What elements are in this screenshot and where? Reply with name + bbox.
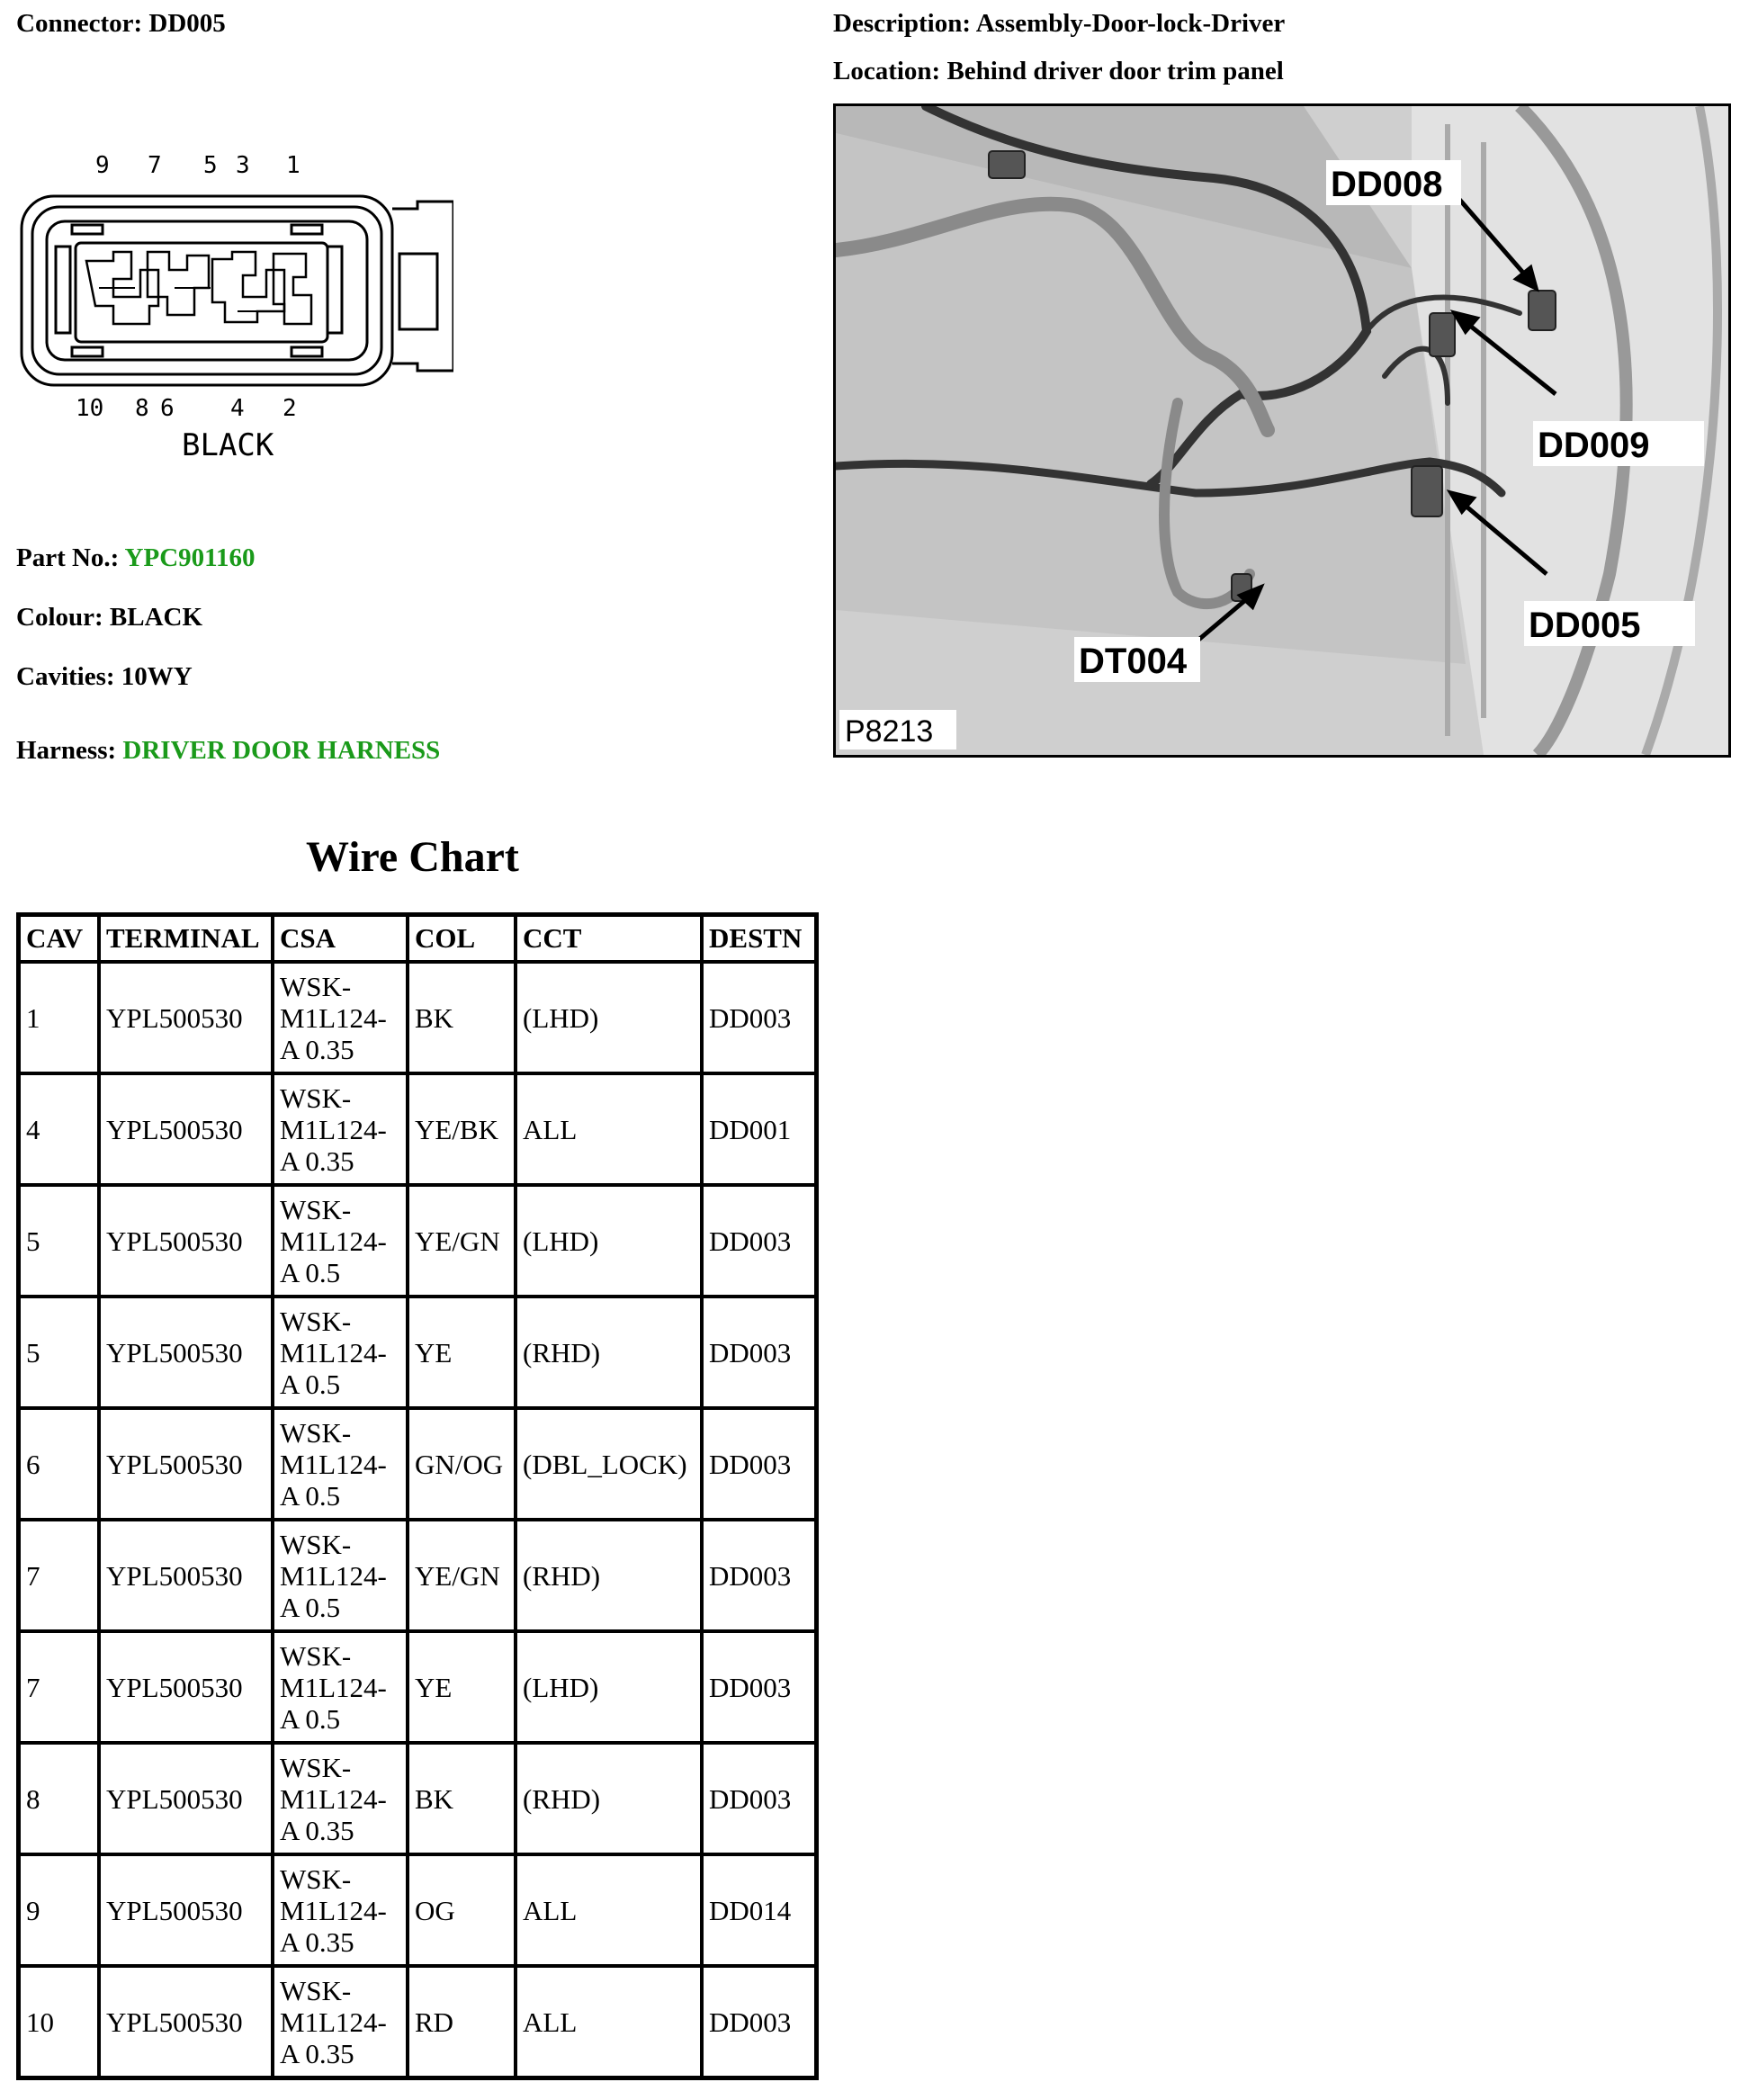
callout-label-dd005: DD005	[1529, 606, 1641, 645]
cell-col: YE/BK	[408, 1073, 516, 1185]
cell-terminal: YPL500530	[99, 1185, 273, 1297]
cell-cct: ALL	[516, 1966, 702, 2078]
cell-cct: ALL	[516, 1073, 702, 1185]
cell-destn: DD003	[702, 1185, 816, 1297]
cell-csa: WSK- M1L124- A 0.5	[273, 1185, 408, 1297]
table-row	[19, 1966, 816, 2078]
cell-cct: ALL	[516, 1854, 702, 1966]
pin-number: 6	[160, 395, 175, 422]
pin-number: 10	[76, 395, 104, 422]
connector-housing	[22, 196, 453, 385]
pin-number: 9	[95, 153, 110, 179]
location-photo	[833, 103, 1731, 758]
table-row	[19, 1408, 816, 1520]
cell-destn: DD001	[702, 1073, 816, 1185]
pin-number: 2	[283, 395, 297, 422]
wire-chart-title: Wire Chart	[306, 833, 519, 881]
table-row	[19, 1520, 816, 1631]
cell-col: GN/OG	[408, 1408, 516, 1520]
callout-label-dd008: DD008	[1331, 165, 1443, 204]
connector-field	[16, 9, 226, 39]
cell-cav: 6	[19, 1408, 99, 1520]
cell-col: YE/GN	[408, 1185, 516, 1297]
cell-col: YE/GN	[408, 1520, 516, 1631]
table-row	[19, 962, 816, 1073]
cell-cav: 1	[19, 962, 99, 1073]
table-row	[19, 1631, 816, 1743]
location-field	[833, 57, 1284, 86]
connector-value: DD005	[148, 9, 226, 38]
table-row	[19, 1743, 816, 1854]
cell-cct: (RHD)	[516, 1520, 702, 1631]
harness-label: Harness:	[16, 736, 117, 765]
connector-diagram	[13, 153, 453, 468]
cell-destn: DD003	[702, 962, 816, 1073]
figure-id: P8213	[845, 714, 934, 749]
cell-cav: 10	[19, 1966, 99, 2078]
column-header-destn: DESTN	[702, 915, 816, 962]
cell-cav: 7	[19, 1631, 99, 1743]
cell-terminal: YPL500530	[99, 1297, 273, 1408]
cell-cct: (LHD)	[516, 1185, 702, 1297]
wire-chart-table	[16, 912, 819, 2080]
cell-col: BK	[408, 962, 516, 1073]
cell-csa: WSK- M1L124- A 0.35	[273, 1073, 408, 1185]
location-value: Behind driver door trim panel	[946, 57, 1284, 85]
part-no-link[interactable]: YPC901160	[124, 543, 256, 572]
column-header-csa: CSA	[273, 915, 408, 962]
cell-destn: DD003	[702, 1297, 816, 1408]
cell-destn: DD003	[702, 1631, 816, 1743]
table-row	[19, 1073, 816, 1185]
colour-field	[16, 603, 202, 633]
pin-number: 5	[203, 153, 218, 179]
cell-csa: WSK- M1L124- A 0.5	[273, 1408, 408, 1520]
cell-cav: 9	[19, 1854, 99, 1966]
pin-number: 4	[230, 395, 245, 422]
cell-destn: DD003	[702, 1966, 816, 2078]
column-header-cct: CCT	[516, 915, 702, 962]
column-header-col: COL	[408, 915, 516, 962]
cell-col: BK	[408, 1743, 516, 1854]
cell-cct: (RHD)	[516, 1743, 702, 1854]
cell-cct: (DBL_LOCK)	[516, 1408, 702, 1520]
part-no-field	[16, 543, 256, 573]
part-no-label: Part No.:	[16, 543, 120, 572]
cell-terminal: YPL500530	[99, 1408, 273, 1520]
callout-label-dd009: DD009	[1538, 426, 1650, 465]
cell-terminal: YPL500530	[99, 1743, 273, 1854]
description-label: Description:	[833, 9, 972, 38]
cell-csa: WSK- M1L124- A 0.5	[273, 1297, 408, 1408]
location-label: Location:	[833, 57, 941, 85]
cell-destn: DD003	[702, 1743, 816, 1854]
cell-cav: 5	[19, 1185, 99, 1297]
cell-cav: 8	[19, 1743, 99, 1854]
harness-link[interactable]: DRIVER DOOR HARNESS	[122, 736, 441, 765]
cell-destn: DD003	[702, 1520, 816, 1631]
cavities-field	[16, 662, 193, 692]
cell-csa: WSK- M1L124- A 0.35	[273, 962, 408, 1073]
cell-csa: WSK- M1L124- A 0.35	[273, 1854, 408, 1966]
cell-cct: (LHD)	[516, 1631, 702, 1743]
harness-field	[16, 736, 440, 766]
cell-terminal: YPL500530	[99, 1520, 273, 1631]
cell-destn: DD003	[702, 1408, 816, 1520]
cell-csa: WSK- M1L124- A 0.5	[273, 1631, 408, 1743]
cell-cav: 5	[19, 1297, 99, 1408]
cell-terminal: YPL500530	[99, 1073, 273, 1185]
cell-terminal: YPL500530	[99, 1966, 273, 2078]
cell-terminal: YPL500530	[99, 1631, 273, 1743]
pin-number: 3	[236, 153, 250, 179]
table-row	[19, 1854, 816, 1966]
connector-colour-label: BLACK	[182, 427, 274, 463]
cell-cct: (RHD)	[516, 1297, 702, 1408]
colour-label: Colour:	[16, 603, 103, 632]
table-row	[19, 1185, 816, 1297]
cell-csa: WSK- M1L124- A 0.5	[273, 1520, 408, 1631]
cell-col: YE	[408, 1297, 516, 1408]
cell-col: OG	[408, 1854, 516, 1966]
table-row	[19, 1297, 816, 1408]
cell-destn: DD014	[702, 1854, 816, 1966]
callout-label-dt004: DT004	[1079, 642, 1188, 681]
cell-cct: (LHD)	[516, 962, 702, 1073]
connector-pin-numbers-top	[95, 153, 300, 179]
description-value: Assembly-Door-lock-Driver	[975, 9, 1286, 38]
cell-terminal: YPL500530	[99, 962, 273, 1073]
cell-col: RD	[408, 1966, 516, 2078]
cell-csa: WSK- M1L124- A 0.35	[273, 1966, 408, 2078]
cell-terminal: YPL500530	[99, 1854, 273, 1966]
cell-cav: 7	[19, 1520, 99, 1631]
pin-number: 8	[135, 395, 149, 422]
cavities-label: Cavities:	[16, 662, 115, 691]
cell-cav: 4	[19, 1073, 99, 1185]
connector-label: Connector:	[16, 9, 143, 38]
pin-number: 7	[148, 153, 162, 179]
column-header-cav: CAV	[19, 915, 99, 962]
cavities-value: 10WY	[121, 662, 193, 691]
pin-number: 1	[286, 153, 300, 179]
column-header-terminal: TERMINAL	[99, 915, 273, 962]
connector-pin-numbers-bottom	[76, 395, 297, 422]
table-header-row	[19, 915, 816, 962]
cell-col: YE	[408, 1631, 516, 1743]
cell-csa: WSK- M1L124- A 0.35	[273, 1743, 408, 1854]
colour-value: BLACK	[109, 603, 203, 632]
description-field	[833, 9, 1285, 39]
